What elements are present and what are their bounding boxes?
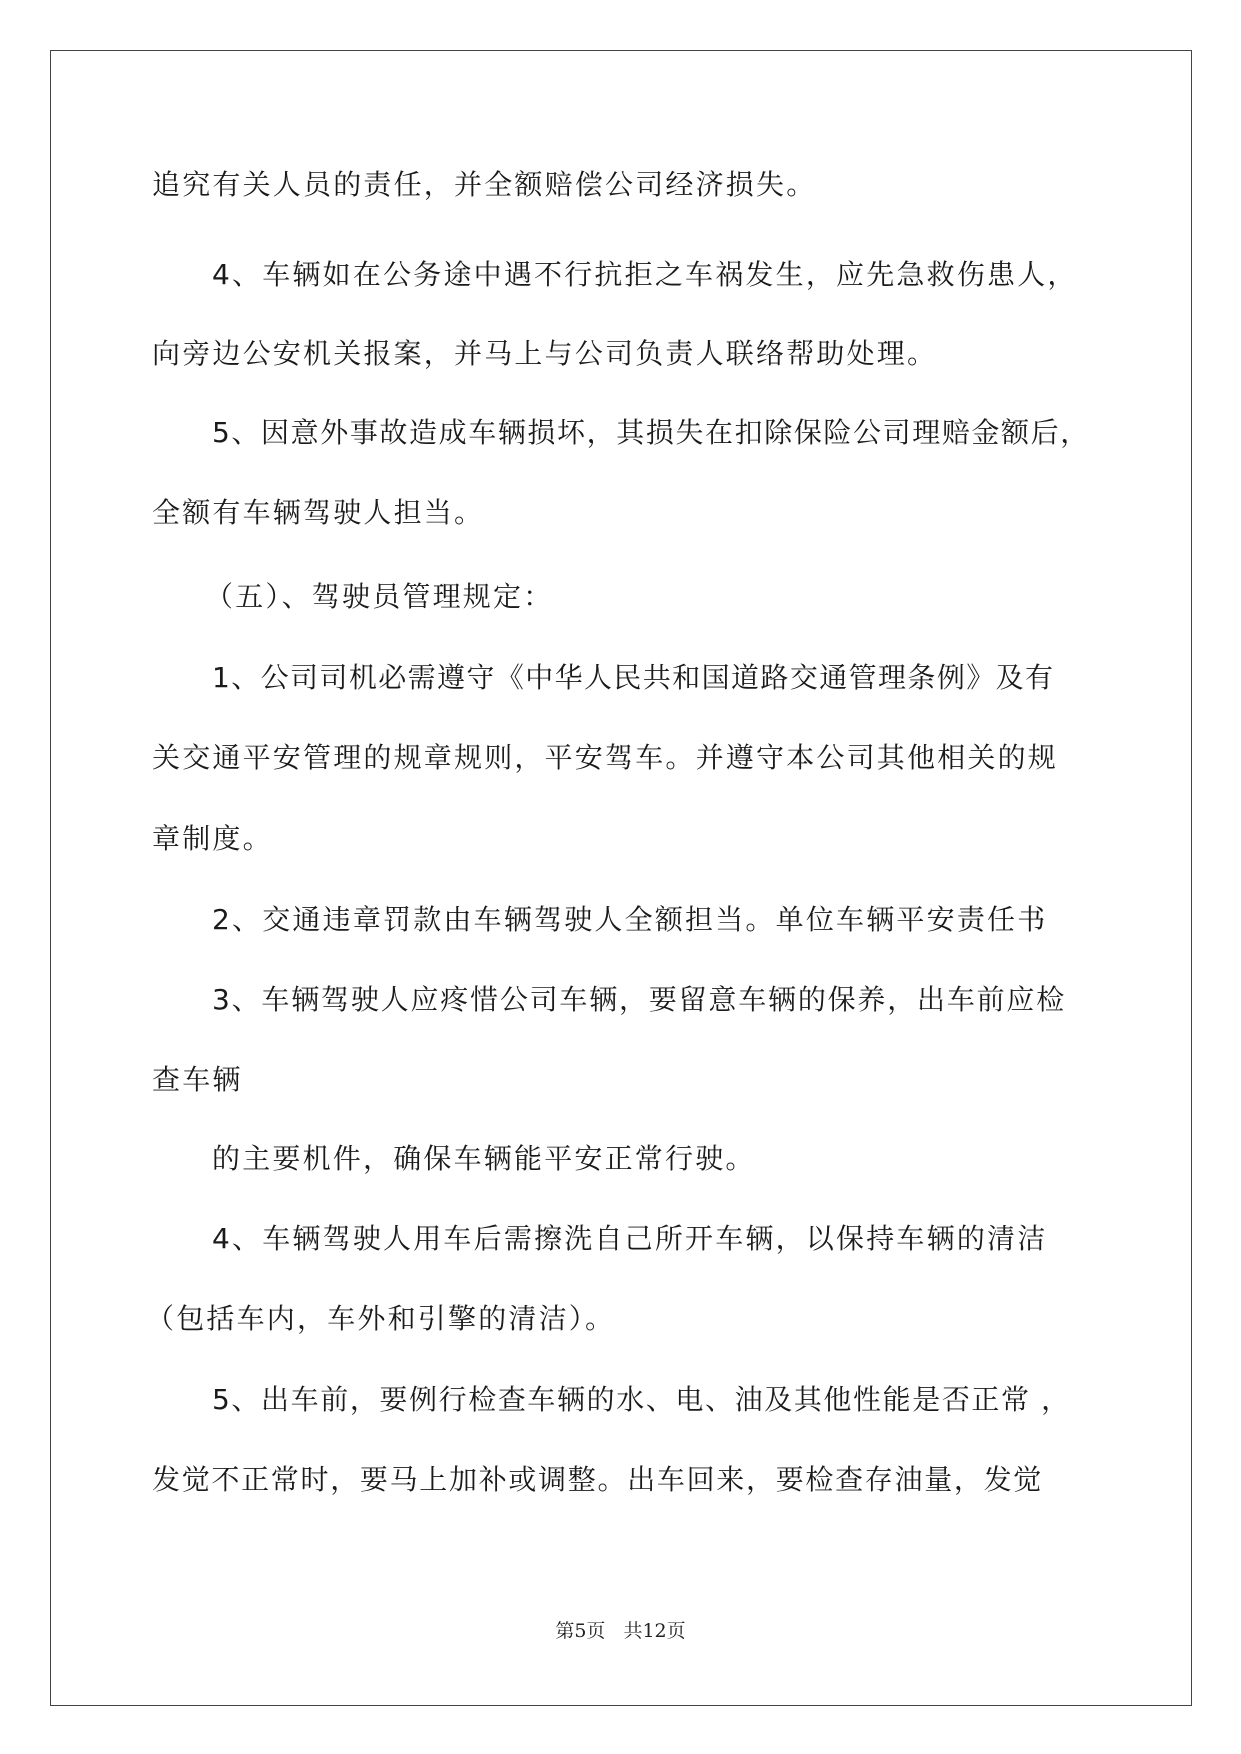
page-number-total: 共12页 [623, 1620, 686, 1642]
text-line: 5、因意外事故造成车辆损坏，其损失在扣除保险公司理赔金额后， [212, 416, 1090, 449]
page-border [50, 50, 1192, 1706]
text-line: 查车辆 [152, 1063, 243, 1096]
text-line: 1、公司司机必需遵守《中华人民共和国道路交通管理条例》及有 [212, 661, 1055, 694]
text-line: 发觉不正常时，要马上加补或调整。出车回来，要检查存油量，发觉 [152, 1463, 1044, 1496]
text-line: 4、车辆如在公务途中遇不行抗拒之车祸发生，应先急救伤患人， [212, 258, 1078, 291]
page-number-current: 第5页 [555, 1620, 606, 1642]
text-line: 关交通平安管理的规章规则，平安驾车。并遵守本公司其他相关的规 [152, 741, 1059, 774]
page-footer [0, 1616, 1241, 1643]
text-line: 追究有关人员的责任，并全额赔偿公司经济损失。 [152, 168, 817, 201]
text-line: 向旁边公安机关报案，并马上与公司负责人联络帮助处理。 [152, 337, 938, 370]
text-line: 4、车辆驾驶人用车后需擦洗自己所开车辆，以保持车辆的清洁 [212, 1222, 1048, 1255]
text-line: 3、车辆驾驶人应疼惜公司车辆，要留意车辆的保养，出车前应检 [212, 983, 1067, 1016]
text-line: 的主要机件，确保车辆能平安正常行驶。 [212, 1142, 756, 1175]
text-line: 全额有车辆驾驶人担当。 [152, 496, 485, 529]
text-line: 章制度。 [152, 822, 273, 855]
text-line: 5、出车前，要例行检查车辆的水、电、油及其他性能是否正常 ， [212, 1383, 1071, 1416]
text-line: （包括车内，车外和引擎的清洁）。 [146, 1302, 616, 1335]
section-heading: （五）、驾驶员管理规定： [205, 580, 554, 613]
text-line: 2、交通违章罚款由车辆驾驶人全额担当。单位车辆平安责任书 [212, 903, 1048, 936]
